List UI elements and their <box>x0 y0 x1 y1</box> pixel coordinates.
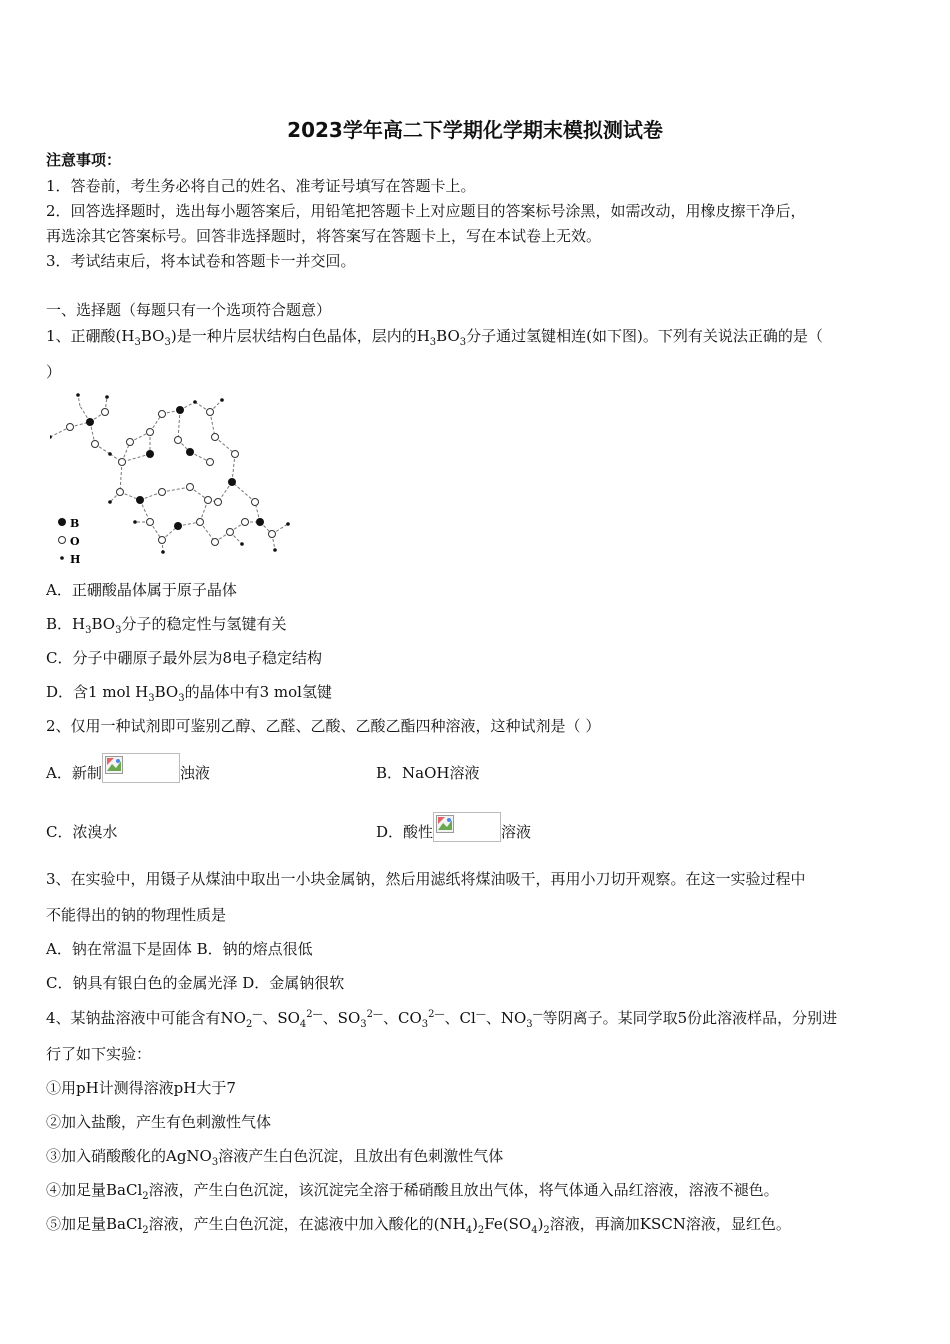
notice-item: 1．答卷前，考生务必将自己的姓名、准考证号填写在答题卡上。 <box>46 177 476 195</box>
boric-acid-structure-diagram <box>50 392 300 576</box>
page-title: 2023学年高二下学期化学期末模拟测试卷 <box>287 118 663 142</box>
legend-h-label: H <box>70 553 81 566</box>
legend-b-marker <box>58 518 66 526</box>
q1-option-b: B．$H_3BO_3$分子的稳定性与氢键有关 <box>46 615 287 636</box>
q2-option-a: A．新制 浊液 <box>46 763 210 783</box>
legend-o-marker <box>59 537 66 544</box>
q4-stem: 4、某钠盐溶液中可能含有$NO_2^—$、$SO_4^{2—}$、$SO_3^{2—}$、$CO_3^{2—}$、Cl—、$NO_3^—$等阴离子。某同学取5份此溶液样品，分别进 <box>46 1009 838 1030</box>
q2-option-c: C．浓溴水 <box>46 823 118 841</box>
q3-stem: 3、在实验中，用镊子从煤油中取出一小块金属钠，然后用滤纸将煤油吸干，再用小刀切开观察。在这一实验过程中 <box>46 870 806 888</box>
q1-option-a: A．正硼酸晶体属于原子晶体 <box>46 581 237 599</box>
q2-option-d: D．酸性 溶液 <box>376 822 531 842</box>
section-heading: 一、选择题（每题只有一个选项符合题意） <box>46 301 332 319</box>
q3-options-row: C．钠具有银白色的金属光泽 D．金属钠很软 <box>46 974 345 992</box>
q3-options-row: A．钠在常温下是固体 B．钠的熔点很低 <box>46 940 313 958</box>
q1-stem: 1、正硼酸$(H_3BO_3)$是一种片层状结构白色晶体，层内的$H_3BO_3$分子通过氢键相连(如下图)。下列有关说法正确的是（ <box>46 327 823 348</box>
q1-stem-end: ） <box>46 363 62 381</box>
q4-experiment: ③加入硝酸酸化的AgNO$_3$溶液产生白色沉淀，且放出有色刺激性气体 <box>46 1147 504 1168</box>
q2-option-b: B．NaOH溶液 <box>376 764 480 782</box>
legend-b-label: B <box>70 517 80 530</box>
notice-item: 再选涂其它答案标号。回答非选择题时，将答案写在答题卡上，写在本试卷上无效。 <box>46 227 602 245</box>
legend-h-marker <box>60 556 64 560</box>
broken-image-icon <box>102 753 180 783</box>
notice-item: 2．回答选择题时，选出每小题答案后，用铅笔把答题卡上对应题目的答案标号涂黑，如需改动，用橡皮擦干净后， <box>46 202 806 220</box>
q1-option-c: C．分子中硼原子最外层为8电子稳定结构 <box>46 649 323 667</box>
q4-experiment: ④加足量BaCl$_2$溶液，产生白色沉淀，该沉淀完全溶于稀硝酸且放出气体，将气体通入品红溶液，溶液不褪色。 <box>46 1181 779 1202</box>
q2-stem: 2、仅用一种试剂即可鉴别乙醇、乙醛、乙酸、乙酸乙酯四种溶液，这种试剂是（ ） <box>46 717 601 735</box>
q1-option-d: D．含1 mol $H_3BO_3$的晶体中有3 mol氢键 <box>46 683 332 704</box>
q4-experiment: ②加入盐酸，产生有色刺激性气体 <box>46 1113 272 1131</box>
q4-stem-cont: 行了如下实验： <box>46 1045 152 1063</box>
q4-experiment: ⑤加足量BaCl$_2$溶液，产生白色沉淀，在滤液中加入酸化的$(NH_4)_2Fe(SO_4)_2$溶液，再滴加KSCN溶液，显红色。 <box>46 1215 791 1236</box>
q4-experiment: ①用pH计测得溶液pH大于7 <box>46 1079 236 1097</box>
notice-heading: 注意事项： <box>46 151 122 169</box>
q3-stem-cont: 不能得出的钠的物理性质是 <box>46 906 227 924</box>
legend-o-label: O <box>70 535 80 548</box>
notice-item: 3．考试结束后，将本试卷和答题卡一并交回。 <box>46 252 356 270</box>
broken-image-icon <box>433 812 501 842</box>
